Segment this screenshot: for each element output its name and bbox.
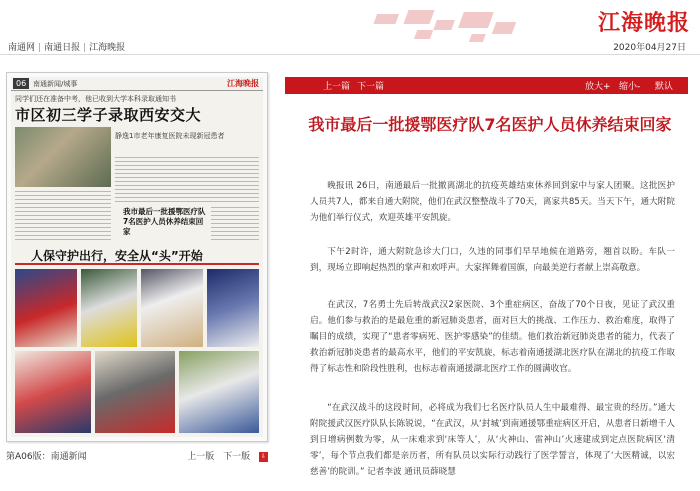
- article-toolbar: [285, 77, 688, 94]
- prev-article-link[interactable]: 上一篇: [323, 82, 351, 92]
- page-logo: 江海晚报: [227, 79, 259, 88]
- ad-photo[interactable]: [141, 269, 203, 347]
- article-paragraph-4: “在武汉战斗的这段时间，必将成为我们七名医疗队员人生中最难得、最宝贵的经历。”通大附院援武汉医疗队队长陈锐说，“在武汉，从‘封城’到南通援鄂重症病区开启，从患者日新增千人到日增病例数为零，从一床难求到‘床等人’，从‘火神山、雷神山’火速建成到定点医院病区‘清零’，每个节点我们都是亲历者，所有队员以实际行动践行了医学誓言，体现了‘大医精诚，以宏慈善’的院训。” 记者李波 通讯员薛晓慧: [310, 403, 675, 477]
- story-subhead[interactable]: 静逸1市老年康复医院未现新冠患者: [115, 132, 225, 140]
- article-title: 我市最后一批援鄂医疗队7名医护人员休养结束回家: [308, 115, 672, 134]
- page-header: [11, 77, 263, 91]
- story-text[interactable]: [115, 157, 259, 203]
- article-paragraph-3: 在武汉，7名勇士先后转战武汉2家医院、3个重症病区，奋战了70个日夜，见证了武汉重启。他们参与救治的是最危重的新冠肺炎患者，面对巨大的挑战、工作压力、救治难度，取得了瞩目的成绩，实现了“患者零病死、医护零感染”的佳绩。他们救治新冠肺炎患者的能力，代表了救治新冠肺炎患者的最高水平，他们的平安凯旋，标志着南通援湖北医疗队在湖北的抗疫工作取得了标志性和阶段性胜利，也标志着南通援湖北医疗工作的圆满收官。: [310, 300, 675, 374]
- zoom-in-button[interactable]: 放大+: [585, 82, 611, 92]
- page-nav: [181, 449, 268, 462]
- story-subline[interactable]: 同学们还在准备中考，他已收到大学本科录取通知书: [15, 95, 176, 103]
- story-headline[interactable]: 市区初三学子录取西安交大: [15, 106, 202, 124]
- story-text[interactable]: [15, 191, 111, 241]
- prev-page-link[interactable]: 上一版: [187, 452, 215, 462]
- header-divider: [0, 54, 700, 55]
- ad-divider: [15, 263, 259, 265]
- pdf-icon[interactable]: ⇩: [260, 452, 267, 460]
- next-article-link[interactable]: 下一篇: [357, 82, 385, 92]
- article-paragraph-2: 下午2时许，通大附院急诊大门口，久违的同事们早早地候在道路旁，翘首以盼。车队一到，现场立即响起热烈的掌声和欢呼声。大家挥舞着国旗，向最美逆行者献上崇高敬意。: [310, 247, 675, 273]
- story-photo[interactable]: [15, 127, 111, 187]
- article-paragraph-1: 晚报讯 26日，南通最后一批撤离湖北的抗疫英雄结束休养回到家中与家人团聚。这批医护人员共7人，都来自通大附院，他们在武汉整整战斗了70天，离家共85天。当天下午，通大附院为他们举行仪式，欢迎英雄平安凯旋。: [310, 181, 675, 223]
- site-logo[interactable]: 江海晚报: [597, 10, 690, 36]
- default-size-button[interactable]: 默认: [655, 82, 674, 92]
- issue-date: 2020年04月27日: [613, 43, 686, 53]
- link-jianghai-evening[interactable]: 江海晚报: [89, 43, 126, 53]
- ad-photo[interactable]: [81, 269, 137, 347]
- ad-headline[interactable]: 人保守护出行，安全从“头”开始: [31, 249, 203, 263]
- top-links: 南通网 | 南通日报 | 江海晚报: [8, 43, 126, 53]
- link-nantong-daily[interactable]: 南通日报: [44, 43, 81, 53]
- newspaper-page-thumbnail[interactable]: [6, 72, 268, 442]
- ad-photo[interactable]: [95, 351, 175, 433]
- ad-photo[interactable]: [15, 351, 91, 433]
- newspaper-page: [11, 77, 263, 437]
- ad-photo[interactable]: [207, 269, 259, 347]
- page-footer: [6, 449, 268, 463]
- ad-photo[interactable]: [179, 351, 259, 433]
- next-page-link[interactable]: 下一版: [223, 452, 251, 462]
- story-title-current[interactable]: 我市最后一批援鄂医疗队7名医护人员休养结束回家: [123, 207, 206, 236]
- page-number: 06: [13, 78, 29, 89]
- story-text[interactable]: [211, 207, 259, 243]
- page-section: 南通新闻/城事: [33, 80, 78, 88]
- link-nantong-net[interactable]: 南通网: [8, 43, 36, 53]
- decorative-pattern: [370, 6, 550, 46]
- zoom-out-button[interactable]: 缩小-: [619, 82, 641, 92]
- site-header: [0, 0, 700, 55]
- page-label: 第A06版：南通新闻: [6, 452, 87, 462]
- ad-photo[interactable]: [15, 269, 77, 347]
